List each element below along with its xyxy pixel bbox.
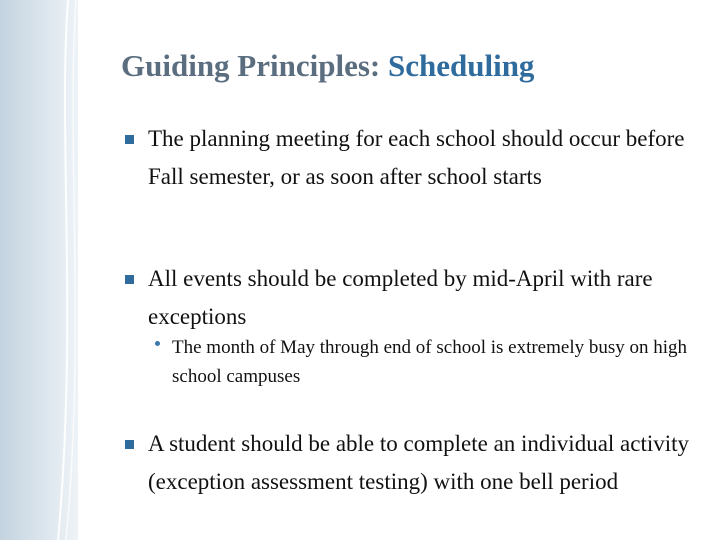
bullet-text: The planning meeting for each school should occur before Fall semester, or as soon after school starts	[148, 126, 685, 189]
bullet-text: All events should be completed by mid-April with rare exceptions	[148, 266, 653, 329]
sub-bullet-item	[172, 333, 702, 391]
slide-title-accent: Scheduling	[387, 48, 535, 83]
slide-title	[121, 48, 534, 84]
square-bullet-icon	[125, 275, 134, 284]
sub-bullet-text: The month of May through end of school is extremely busy on high school campuses	[172, 337, 688, 387]
decorative-left-band	[0, 0, 78, 540]
bullet-item	[148, 260, 703, 336]
bullet-text: A student should be able to complete an individual activity (exception assessment testing) with one bell period	[148, 431, 690, 494]
bullet-item	[148, 425, 703, 501]
square-bullet-icon	[125, 440, 134, 449]
bullet-item	[148, 120, 703, 196]
slide-title-prefix: Guiding Principles:	[121, 48, 388, 83]
dot-bullet-icon	[155, 341, 160, 346]
square-bullet-icon	[125, 135, 134, 144]
decorative-curves	[0, 0, 78, 540]
